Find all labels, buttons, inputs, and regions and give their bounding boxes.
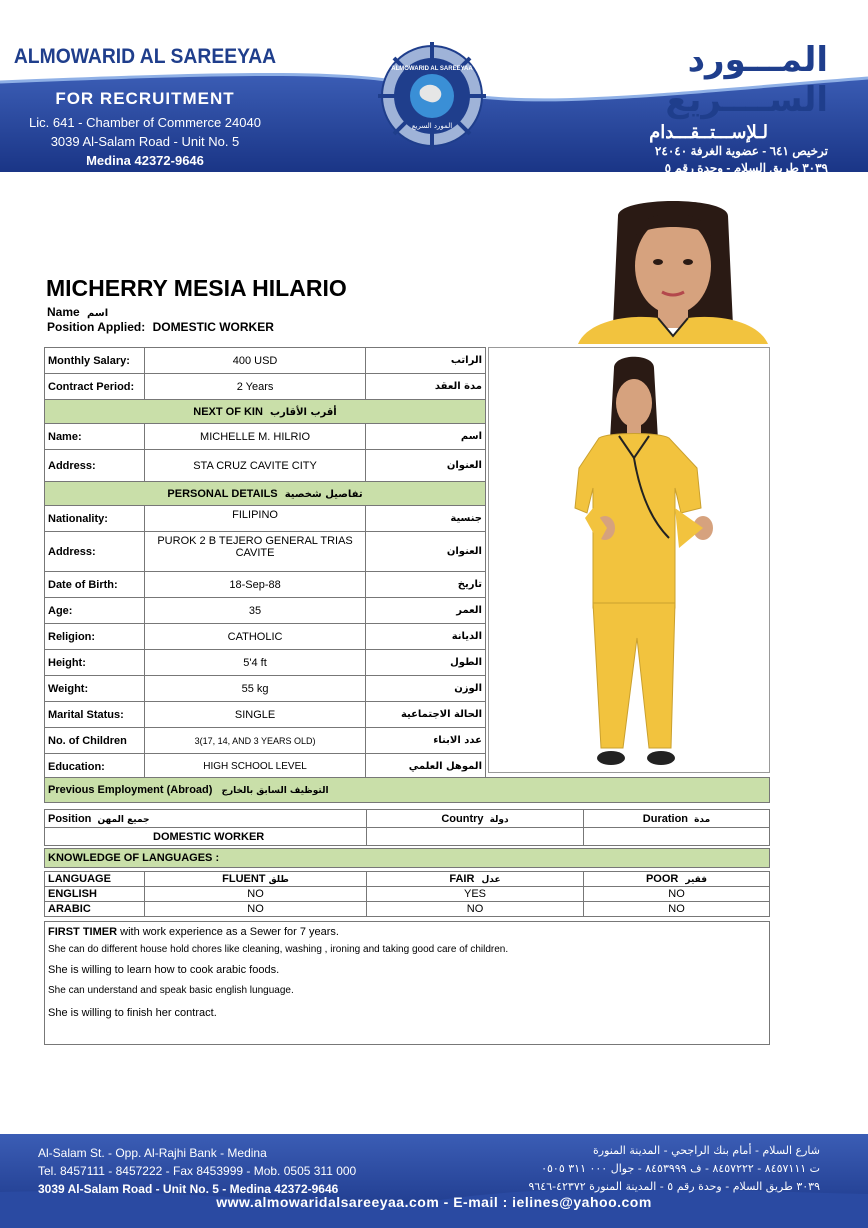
footer-unit-ar: ٣٠٣٩ طريق السلام - وحدة رقم ٥ - المدينة المنورة ٤٢٣٧٢-٩٦٤٦ — [528, 1180, 820, 1193]
name-label — [47, 305, 108, 319]
salary-label-ar: الراتب — [366, 348, 486, 374]
contract-label-ar: مدة العقد — [366, 374, 486, 400]
height-label-ar: الطول — [366, 650, 486, 676]
candidate-full-name: MICHERRY MESIA HILARIO — [46, 275, 347, 301]
weight-label-ar: الوزن — [366, 676, 486, 702]
remark-line: She is willing to learn how to cook arabic foods. — [48, 964, 280, 976]
brand-name-ar: المـــورد الســــريع — [665, 40, 828, 120]
marital-value: SINGLE — [144, 702, 365, 728]
col-fair — [367, 872, 584, 887]
footer-unit: 3039 Al-Salam Road - Unit No. 5 - Medina 42372-9646 — [38, 1182, 339, 1196]
section-header-next-of-kin — [45, 400, 486, 424]
kin-address-value: STA CRUZ CAVITE CITY — [144, 450, 365, 482]
employment-duration-value — [584, 828, 770, 846]
children-value: 3(17, 14, AND 3 YEARS OLD) — [144, 728, 365, 754]
religion-label-ar: الديانة — [366, 624, 486, 650]
col-country-label-ar: دولة — [489, 814, 509, 825]
brand-subtitle-ar: لـلإســـتــقـــدام — [649, 122, 768, 142]
contract-value: 2 Years — [144, 374, 365, 400]
col-duration-label: Duration — [642, 812, 689, 825]
table-row — [45, 650, 486, 676]
arabic-fair: NO — [367, 902, 584, 917]
salary-value: 400 USD — [144, 348, 365, 374]
children-label: No. of Children — [45, 728, 145, 754]
header-license: Lic. 641 - Chamber of Commerce 24040 — [29, 115, 261, 130]
marital-label: Marital Status: — [45, 702, 145, 728]
next-of-kin-title-ar: أقرب الأقارب — [270, 406, 337, 418]
position-label: Position Applied: — [47, 320, 146, 334]
footer-right-block — [528, 1142, 820, 1196]
col-country — [367, 810, 584, 828]
footer-address: Al-Salam St. - Opp. Al-Rajhi Bank - Medina — [38, 1146, 267, 1160]
table-row — [45, 887, 770, 902]
dob-label: Date of Birth: — [45, 572, 145, 598]
address-value: PUROK 2 B TEJERO GENERAL TRIAS CAVITE — [144, 532, 365, 572]
footer-web-email[interactable]: www.almowaridalsareeyaa.com - E-mail : ielines@yahoo.com — [216, 1194, 652, 1210]
headshot-illustration — [578, 196, 768, 344]
next-of-kin-title: NEXT OF KIN — [193, 405, 263, 418]
nationality-value: FILIPINO — [144, 506, 365, 532]
full-body-illustration — [489, 348, 769, 772]
header-right-block — [528, 40, 828, 194]
age-value: 35 — [144, 598, 365, 624]
employment-position-value: DOMESTIC WORKER — [45, 828, 367, 846]
employment-country-value — [367, 828, 584, 846]
footer-address-ar: شارع السلام - أمام بنك الراجحي - المدينة المنورة — [593, 1144, 820, 1157]
kin-address-label: Address: — [45, 450, 145, 482]
children-label-ar: عدد الابناء — [366, 728, 486, 754]
brand-name-en: ALMOWARID AL SAREEYAA — [13, 45, 277, 68]
english-poor: NO — [584, 887, 770, 902]
table-row — [45, 624, 486, 650]
col-position-label-ar: جميع المهن — [97, 814, 150, 825]
table-row — [45, 532, 486, 572]
education-value: HIGH SCHOOL LEVEL — [144, 754, 365, 780]
remark-line: She can do different house hold chores like cleaning, washing , ironing and taking good care of children. — [48, 944, 509, 955]
table-row — [45, 374, 486, 400]
position-applied — [47, 320, 274, 334]
footer-phone: Tel. 8457111 - 8457222 - Fax 8453999 - Mob. 0505 311 000 — [38, 1164, 357, 1178]
table-row — [45, 810, 770, 828]
table-row — [45, 872, 770, 887]
col-country-label: Country — [441, 812, 484, 825]
col-poor — [584, 872, 770, 887]
logo-text: ALMOWARID AL SAREEYAA — [391, 66, 473, 72]
english-fair: YES — [367, 887, 584, 902]
first-timer-text: with work experience as a Sewer for 7 years. — [117, 926, 339, 938]
header-city: Medina 42372-9646 — [86, 153, 204, 168]
arabic-poor: NO — [584, 902, 770, 917]
religion-label: Religion: — [45, 624, 145, 650]
religion-value: CATHOLIC — [144, 624, 365, 650]
header-address-ar: ٣٠٣٩ طريق السلام - وحدة رقم ٥ — [664, 161, 828, 175]
col-fair-label-ar: عدل — [481, 875, 501, 885]
remark-line: She can understand and speak basic english lunguage. — [48, 985, 294, 996]
previous-employment-header — [44, 777, 770, 803]
header-left-block — [0, 45, 290, 168]
name-label-ar: اسم — [87, 308, 109, 319]
remark-line: She is willing to finish her contract. — [48, 1007, 217, 1019]
first-timer-label: FIRST TIMER — [48, 926, 118, 938]
section-header-personal-details — [45, 482, 486, 506]
height-label: Height: — [45, 650, 145, 676]
english-fluent: NO — [145, 887, 367, 902]
headshot-photo — [578, 196, 768, 344]
age-label: Age: — [45, 598, 145, 624]
kin-address-label-ar: العنوان — [366, 450, 486, 482]
kin-name-label: Name: — [45, 424, 145, 450]
table-row — [45, 348, 486, 374]
table-row — [45, 424, 486, 450]
previous-employment-title: Previous Employment (Abroad) — [48, 784, 213, 796]
col-position — [45, 810, 367, 828]
nationality-label-ar: جنسية — [366, 506, 486, 532]
col-fair-label: FAIR — [449, 873, 475, 885]
table-row — [45, 506, 486, 532]
table-row — [45, 702, 486, 728]
footer-left-block — [38, 1144, 356, 1198]
header-license-ar: ترخيص ٦٤١ - عضوية الغرفة ٢٤٠٤٠ — [654, 144, 828, 158]
details-table — [44, 347, 486, 780]
table-row — [45, 728, 486, 754]
table-row — [45, 450, 486, 482]
address-label-ar: العنوان — [366, 532, 486, 572]
arabic-fluent: NO — [145, 902, 367, 917]
remarks-box — [44, 921, 770, 1045]
marital-label-ar: الحالة الاجتماعية — [366, 702, 486, 728]
col-position-label: Position — [48, 812, 92, 825]
full-body-photo — [488, 347, 770, 773]
personal-details-title-ar: تفاصيل شخصية — [284, 488, 363, 500]
col-fluent-label-ar: طلق — [268, 875, 289, 885]
table-row — [45, 828, 770, 846]
kin-name-value: MICHELLE M. HILRIO — [144, 424, 365, 450]
languages-header: KNOWLEDGE OF LANGUAGES : — [44, 848, 770, 868]
personal-details-title: PERSONAL DETAILS — [167, 487, 278, 500]
dob-value: 18-Sep-88 — [144, 572, 365, 598]
salary-label: Monthly Salary: — [45, 348, 145, 374]
table-row — [45, 902, 770, 917]
table-row — [45, 676, 486, 702]
dob-label-ar: تاريخ — [366, 572, 486, 598]
table-row — [45, 598, 486, 624]
lang-arabic: ARABIC — [45, 902, 145, 917]
brand-subtitle-en: FOR RECRUITMENT — [55, 89, 235, 108]
position-value: DOMESTIC WORKER — [152, 320, 274, 334]
height-value: 5'4 ft — [144, 650, 365, 676]
footer-phone-ar: ت ٨٤٥٧١١١ - ٨٤٥٧٢٢٢ - ف ٨٤٥٣٩٩٩ - جوال ٠٠٠ ٣١١ ٠٥٠٥ — [541, 1162, 820, 1175]
name-label-en: Name — [47, 305, 80, 319]
remark-first-line — [48, 926, 339, 938]
contract-label: Contract Period: — [45, 374, 145, 400]
col-language: LANGUAGE — [45, 872, 145, 887]
previous-employment-title-ar: التوظيف السابق بالخارج — [221, 786, 329, 796]
languages-table — [44, 871, 770, 917]
company-logo-icon — [378, 42, 486, 150]
letterhead-header — [0, 0, 868, 192]
letterhead-footer — [0, 1134, 868, 1228]
logo-text-ar: المورد السريع — [411, 122, 453, 130]
education-label-ar: الموهل العلمي — [366, 754, 486, 780]
col-fluent — [145, 872, 367, 887]
age-label-ar: العمر — [366, 598, 486, 624]
weight-label: Weight: — [45, 676, 145, 702]
employment-table — [44, 809, 770, 846]
table-row — [45, 572, 486, 598]
weight-value: 55 kg — [144, 676, 365, 702]
col-poor-label: POOR — [645, 873, 679, 885]
lang-english: ENGLISH — [45, 887, 145, 902]
col-fluent-label: FLUENT — [222, 873, 266, 885]
header-address: 3039 Al-Salam Road - Unit No. 5 — [50, 134, 240, 149]
education-label: Education: — [45, 754, 145, 780]
col-duration-label-ar: مدة — [694, 814, 711, 825]
col-duration — [584, 810, 770, 828]
table-row — [45, 754, 486, 780]
nationality-label: Nationality: — [45, 506, 145, 532]
col-poor-label-ar: فقير — [685, 875, 708, 885]
header-city-ar: المدينة المنورة ٤٢٣٧٢-٩٦٤٦ — [689, 178, 828, 192]
address-label: Address: — [45, 532, 145, 572]
kin-name-label-ar: اسم — [366, 424, 486, 450]
